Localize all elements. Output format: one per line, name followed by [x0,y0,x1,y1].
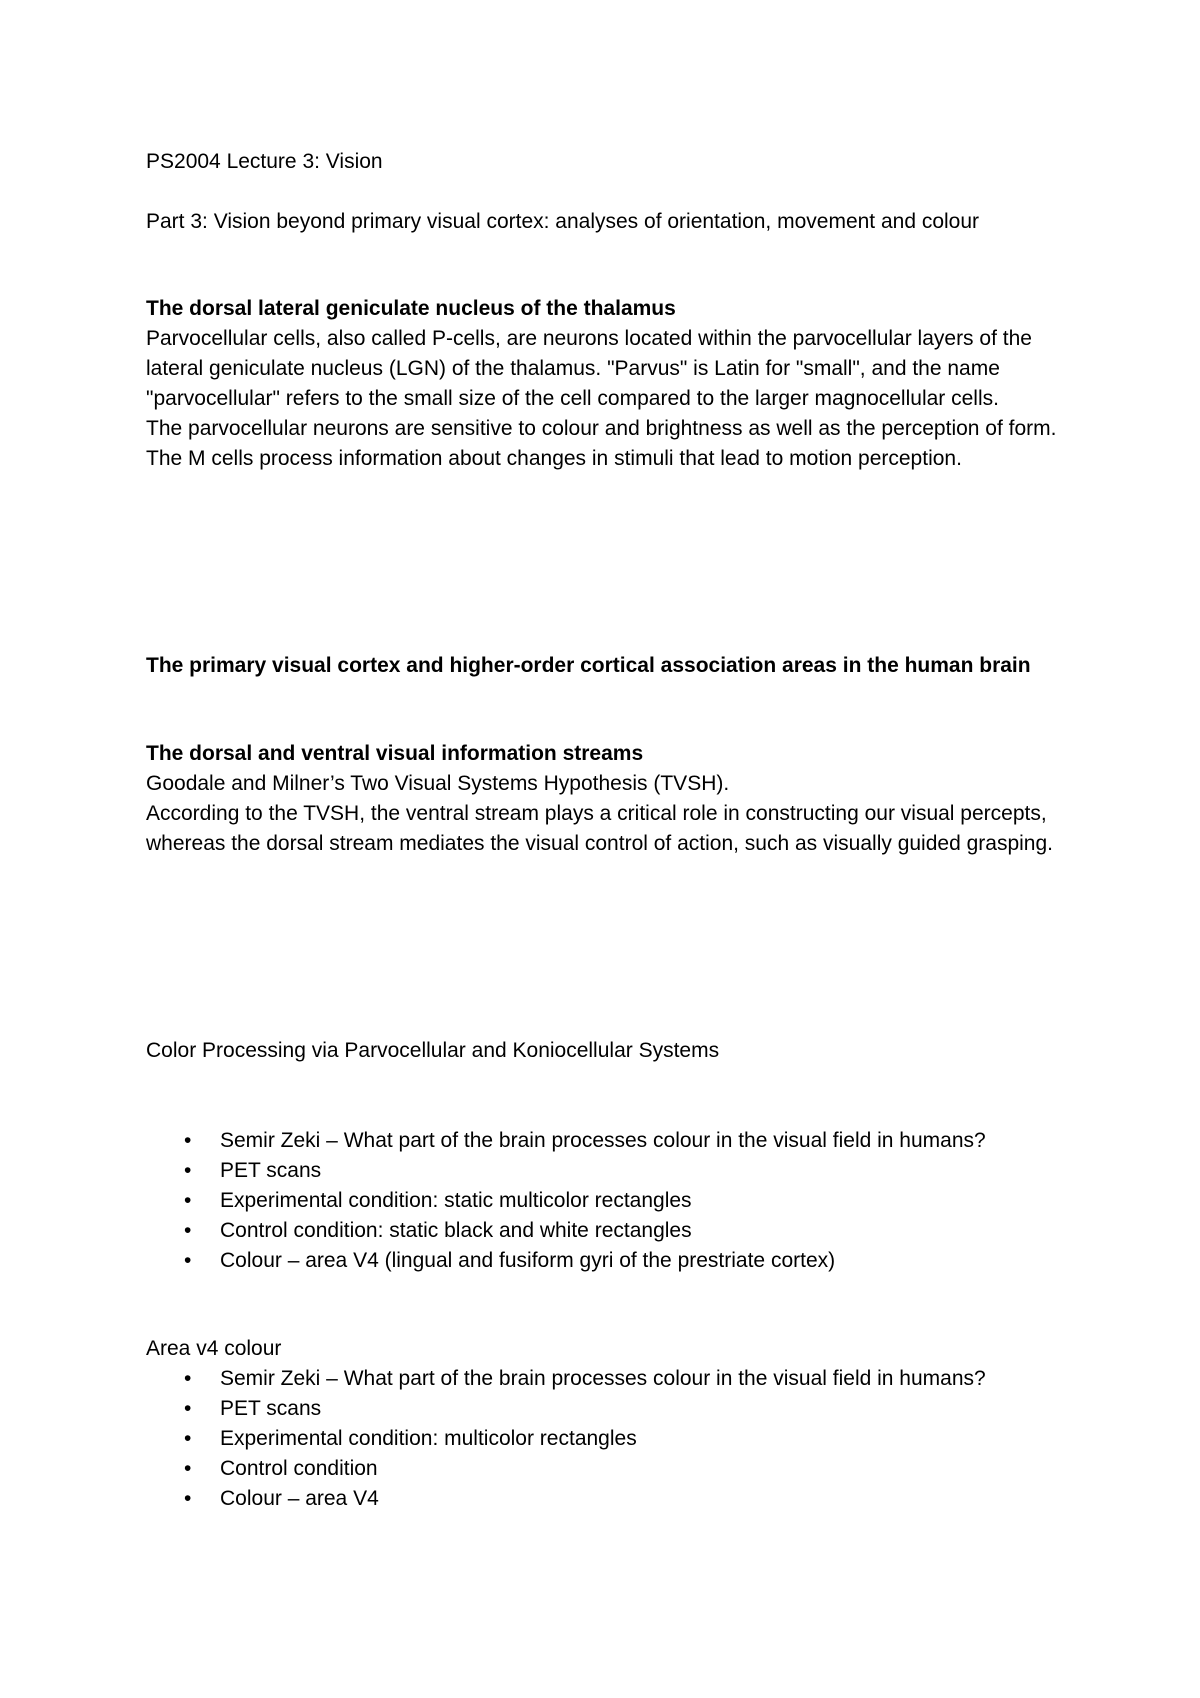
section-body-streams [146,769,1066,859]
paragraph: Parvocellular cells, also called P-cells, are neurons located within the parvocellular layers of the lateral geniculate nucleus (LGN) of the thalamus. "Parvus" is Latin for "small", and the name "parvocellular" refers to the small size of the cell compared to the larger magnocellular cells. [146,327,1032,410]
section-heading-lgn: The dorsal lateral geniculate nucleus of the thalamus [146,297,676,320]
paragraph: Goodale and Milner’s Two Visual Systems Hypothesis (TVSH). [146,772,730,795]
list-item: • Control condition [146,1454,986,1484]
bullet-list-area-v4 [146,1364,986,1514]
list-item: • Colour – area V4 (lingual and fusiform gyri of the prestriate cortex) [146,1246,986,1276]
paragraph: The M cells process information about changes in stimuli that lead to motion perception. [146,447,962,470]
section-body-lgn [146,324,1066,474]
list-item: • PET scans [146,1394,986,1424]
list-item: • Colour – area V4 [146,1484,986,1514]
paragraph: The parvocellular neurons are sensitive to colour and brightness as well as the perception of form. [146,417,1057,440]
list-item: • Experimental condition: static multicolor rectangles [146,1186,986,1216]
bullet-list-color-processing [146,1126,986,1276]
list-item: • Semir Zeki – What part of the brain processes colour in the visual field in humans? [146,1126,986,1156]
section-heading-cortex: The primary visual cortex and higher-order cortical association areas in the human brain [146,654,1031,677]
section-heading-area-v4: Area v4 colour [146,1337,282,1360]
document-title: PS2004 Lecture 3: Vision [146,150,383,173]
list-item: • Control condition: static black and white rectangles [146,1216,986,1246]
paragraph: According to the TVSH, the ventral stream plays a critical role in constructing our visual percepts, whereas the dorsal stream mediates the visual control of action, such as visually guided grasping. [146,802,1053,855]
list-item: • Semir Zeki – What part of the brain processes colour in the visual field in humans? [146,1364,986,1394]
section-heading-color-processing: Color Processing via Parvocellular and Koniocellular Systems [146,1039,720,1062]
section-heading-streams: The dorsal and ventral visual information streams [146,742,644,765]
part-heading: Part 3: Vision beyond primary visual cortex: analyses of orientation, movement and colour [146,210,980,233]
list-item: • Experimental condition: multicolor rectangles [146,1424,986,1454]
list-item: • PET scans [146,1156,986,1186]
